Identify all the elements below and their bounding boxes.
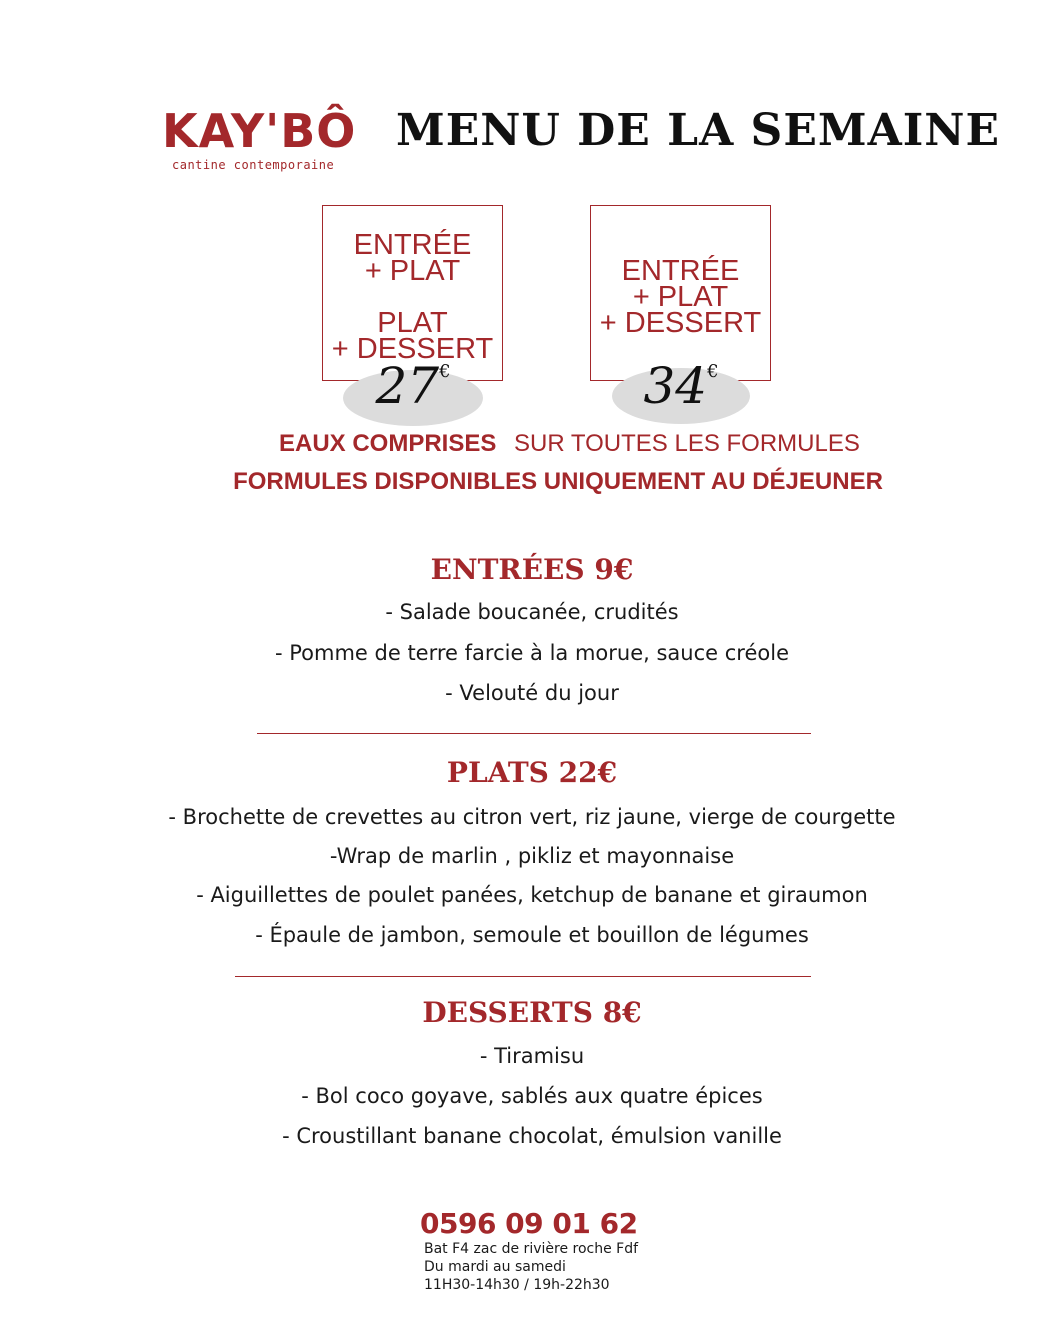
menu-item: - Brochette de crevettes au citron vert, riz jaune, vierge de courgette: [168, 805, 896, 829]
menu-item: - Croustillant banane chocolat, émulsion vanille: [282, 1124, 782, 1148]
formula-line: ENTRÉE: [621, 255, 740, 287]
price-value: 34: [643, 357, 708, 415]
menu-item: - Pomme de terre farcie à la morue, sauce créole: [275, 641, 789, 665]
formula-line: ENTRÉE: [353, 229, 472, 261]
price-currency: €: [707, 361, 719, 382]
menu-item: -Wrap de marlin , pikliz et mayonnaise: [329, 844, 735, 868]
menu-item: - Bol coco goyave, sablés aux quatre épices: [301, 1084, 763, 1108]
menu-item: - Velouté du jour: [445, 681, 619, 705]
opening-hours: 11H30-14h30 / 19h-22h30: [424, 1277, 610, 1293]
section-divider: [257, 733, 811, 734]
water-included-note: EAUX COMPRISES: [279, 430, 497, 457]
menu-item: - Salade boucanée, crudités: [385, 600, 679, 624]
section-title-plats: PLATS 22€: [446, 756, 618, 789]
formula-price-27: [343, 357, 483, 415]
price-currency: €: [439, 361, 451, 382]
opening-days: Du mardi au samedi: [424, 1259, 566, 1275]
phone-number: 0596 09 01 62: [420, 1207, 638, 1240]
formula-line: + DESSERT: [331, 333, 494, 365]
formula-box-34: [590, 205, 771, 381]
section-title-desserts: DESSERTS 8€: [422, 996, 642, 1029]
formula-price-34: [612, 357, 750, 415]
all-formulas-note: SUR TOUTES LES FORMULES: [514, 430, 860, 457]
formula-box-27: [322, 205, 503, 381]
menu-item: - Épaule de jambon, semoule et bouillon de légumes: [255, 923, 809, 947]
formula-line: + PLAT: [632, 281, 729, 313]
formula-line: PLAT: [377, 307, 448, 339]
logo-subtitle: cantine contemporaine: [172, 158, 335, 172]
page-title: MENU DE LA SEMAINE: [396, 105, 1001, 156]
section-divider: [235, 976, 811, 977]
price-value: 27: [375, 357, 440, 415]
lunch-only-note: FORMULES DISPONIBLES UNIQUEMENT AU DÉJEUNER: [233, 468, 883, 495]
formula-line: + PLAT: [364, 255, 461, 287]
restaurant-logo: KAY'BÔ: [162, 104, 357, 158]
menu-item: - Tiramisu: [479, 1044, 585, 1068]
formula-line: + DESSERT: [599, 307, 762, 339]
menu-item: - Aiguillettes de poulet panées, ketchup de banane et giraumon: [196, 883, 868, 907]
section-title-entrees: ENTRÉES 9€: [430, 553, 634, 586]
address-text: Bat F4 zac de rivière roche Fdf: [424, 1241, 639, 1257]
